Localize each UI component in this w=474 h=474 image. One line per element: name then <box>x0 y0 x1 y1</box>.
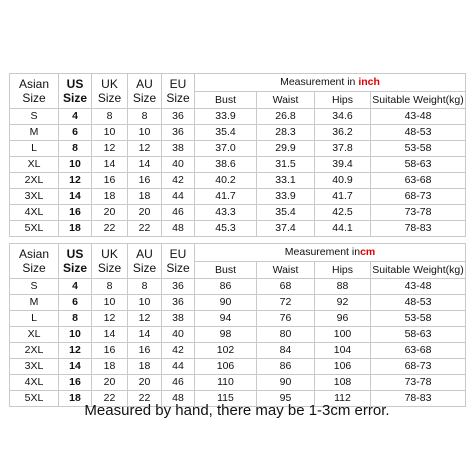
weight-cell: 53-58 <box>371 311 466 327</box>
bust-cell: 33.9 <box>195 109 257 125</box>
bust-cell: 43.3 <box>195 205 257 221</box>
us-size-cell: 12 <box>59 173 92 189</box>
measurement-title <box>195 74 466 92</box>
hips-cell: 37.8 <box>315 141 371 157</box>
weight-cell: 63-68 <box>371 343 466 359</box>
hips-cell: 88 <box>315 279 371 295</box>
measurement-prefix: Measurement in <box>280 76 356 89</box>
weight-cell: 78-83 <box>371 391 466 407</box>
size-chart-cm <box>9 243 466 407</box>
size-chart-inch <box>9 73 466 237</box>
bust-cell: 38.6 <box>195 157 257 173</box>
asian-size-cell: 5XL <box>10 221 59 237</box>
weight-cell: 73-78 <box>371 375 466 391</box>
us-size-cell: 8 <box>59 141 92 157</box>
us-size-cell: 18 <box>59 391 92 407</box>
eu-size-cell: 46 <box>162 205 195 221</box>
hips-cell: 44.1 <box>315 221 371 237</box>
au-size-cell: 20 <box>128 375 162 391</box>
hips-header: Hips <box>315 262 371 279</box>
weight-cell: 43-48 <box>371 109 466 125</box>
us-size-cell: 6 <box>59 295 92 311</box>
waist-header: Waist <box>257 92 315 109</box>
uk-size-cell: 12 <box>92 311 128 327</box>
table-row <box>10 141 466 157</box>
au-size-cell: 16 <box>128 343 162 359</box>
measurement-note: Measured by hand, there may be 1-3cm error. <box>84 402 390 419</box>
uk-size-cell: 12 <box>92 141 128 157</box>
bust-cell: 35.4 <box>195 125 257 141</box>
us-size-cell: 10 <box>59 327 92 343</box>
au-size-header: AU Size <box>128 74 162 109</box>
eu-size-cell: 42 <box>162 173 195 189</box>
eu-size-cell: 36 <box>162 125 195 141</box>
bust-cell: 115 <box>195 391 257 407</box>
uk-size-cell: 14 <box>92 327 128 343</box>
asian-size-cell: L <box>10 141 59 157</box>
us-size-cell: 14 <box>59 359 92 375</box>
waist-cell: 31.5 <box>257 157 315 173</box>
waist-cell: 26.8 <box>257 109 315 125</box>
uk-size-header: UK Size <box>92 244 128 279</box>
eu-size-cell: 44 <box>162 359 195 375</box>
au-size-cell: 18 <box>128 189 162 205</box>
eu-size-cell: 42 <box>162 343 195 359</box>
weight-cell: 53-58 <box>371 141 466 157</box>
uk-size-cell: 16 <box>92 173 128 189</box>
hips-cell: 112 <box>315 391 371 407</box>
hips-cell: 108 <box>315 375 371 391</box>
uk-size-cell: 22 <box>92 221 128 237</box>
au-size-cell: 20 <box>128 205 162 221</box>
table-row <box>10 375 466 391</box>
au-size-cell: 14 <box>128 327 162 343</box>
us-size-cell: 14 <box>59 189 92 205</box>
weight-cell: 68-73 <box>371 359 466 375</box>
eu-size-cell: 36 <box>162 279 195 295</box>
bust-header: Bust <box>195 262 257 279</box>
table-row <box>10 327 466 343</box>
weight-cell: 48-53 <box>371 295 466 311</box>
au-size-cell: 8 <box>128 279 162 295</box>
asian-size-cell: L <box>10 311 59 327</box>
weight-cell: 63-68 <box>371 173 466 189</box>
eu-size-cell: 36 <box>162 109 195 125</box>
asian-size-cell: 2XL <box>10 343 59 359</box>
asian-size-cell: 2XL <box>10 173 59 189</box>
table-row <box>10 157 466 173</box>
table-row <box>10 279 466 295</box>
bust-cell: 86 <box>195 279 257 295</box>
uk-size-cell: 14 <box>92 157 128 173</box>
weight-cell: 43-48 <box>371 279 466 295</box>
weight-cell: 68-73 <box>371 189 466 205</box>
measurement-unit: inch <box>358 76 380 89</box>
uk-size-cell: 18 <box>92 189 128 205</box>
asian-size-cell: 4XL <box>10 205 59 221</box>
hips-cell: 104 <box>315 343 371 359</box>
au-size-header: AU Size <box>128 244 162 279</box>
au-size-cell: 12 <box>128 311 162 327</box>
uk-size-cell: 8 <box>92 109 128 125</box>
hips-cell: 96 <box>315 311 371 327</box>
waist-cell: 84 <box>257 343 315 359</box>
weight-cell: 78-83 <box>371 221 466 237</box>
asian-size-cell: 4XL <box>10 375 59 391</box>
waist-cell: 76 <box>257 311 315 327</box>
au-size-cell: 18 <box>128 359 162 375</box>
waist-cell: 95 <box>257 391 315 407</box>
table-row <box>10 189 466 205</box>
eu-size-cell: 40 <box>162 157 195 173</box>
eu-size-cell: 48 <box>162 391 195 407</box>
table-row <box>10 125 466 141</box>
weight-cell: 58-63 <box>371 327 466 343</box>
eu-size-header: EU Size <box>162 74 195 109</box>
waist-header: Waist <box>257 262 315 279</box>
uk-size-cell: 20 <box>92 205 128 221</box>
asian-size-header: Asian Size <box>10 74 59 109</box>
uk-size-cell: 10 <box>92 125 128 141</box>
bust-cell: 90 <box>195 295 257 311</box>
au-size-cell: 10 <box>128 125 162 141</box>
eu-size-cell: 40 <box>162 327 195 343</box>
au-size-cell: 14 <box>128 157 162 173</box>
uk-size-header: UK Size <box>92 74 128 109</box>
uk-size-cell: 18 <box>92 359 128 375</box>
bust-header: Bust <box>195 92 257 109</box>
hips-cell: 39.4 <box>315 157 371 173</box>
hips-cell: 36.2 <box>315 125 371 141</box>
table-row <box>10 359 466 375</box>
table-row <box>10 173 466 189</box>
au-size-cell: 12 <box>128 141 162 157</box>
us-size-cell: 4 <box>59 279 92 295</box>
uk-size-cell: 22 <box>92 391 128 407</box>
waist-cell: 72 <box>257 295 315 311</box>
asian-size-cell: XL <box>10 157 59 173</box>
asian-size-cell: 3XL <box>10 359 59 375</box>
waist-cell: 29.9 <box>257 141 315 157</box>
bust-cell: 94 <box>195 311 257 327</box>
hips-cell: 42.5 <box>315 205 371 221</box>
bust-cell: 106 <box>195 359 257 375</box>
table-row <box>10 295 466 311</box>
bust-cell: 41.7 <box>195 189 257 205</box>
us-size-cell: 18 <box>59 221 92 237</box>
measurement-prefix: Measurement in <box>284 246 361 259</box>
bust-cell: 37.0 <box>195 141 257 157</box>
uk-size-cell: 16 <box>92 343 128 359</box>
waist-cell: 68 <box>257 279 315 295</box>
weight-header: Suitable Weight(kg) <box>371 92 466 109</box>
bust-cell: 110 <box>195 375 257 391</box>
hips-cell: 106 <box>315 359 371 375</box>
table-row <box>10 221 466 237</box>
table-row <box>10 205 466 221</box>
eu-size-cell: 46 <box>162 375 195 391</box>
eu-size-cell: 38 <box>162 311 195 327</box>
au-size-cell: 22 <box>128 221 162 237</box>
us-size-cell: 6 <box>59 125 92 141</box>
bust-cell: 45.3 <box>195 221 257 237</box>
au-size-cell: 16 <box>128 173 162 189</box>
waist-cell: 35.4 <box>257 205 315 221</box>
hips-cell: 100 <box>315 327 371 343</box>
weight-cell: 58-63 <box>371 157 466 173</box>
us-size-cell: 8 <box>59 311 92 327</box>
table-row <box>10 109 466 125</box>
eu-size-cell: 36 <box>162 295 195 311</box>
asian-size-cell: S <box>10 109 59 125</box>
asian-size-header: Asian Size <box>10 244 59 279</box>
hips-cell: 40.9 <box>315 173 371 189</box>
asian-size-cell: S <box>10 279 59 295</box>
eu-size-header: EU Size <box>162 244 195 279</box>
bust-cell: 98 <box>195 327 257 343</box>
us-size-cell: 12 <box>59 343 92 359</box>
waist-cell: 33.1 <box>257 173 315 189</box>
us-size-header: US Size <box>59 244 92 279</box>
eu-size-cell: 38 <box>162 141 195 157</box>
waist-cell: 86 <box>257 359 315 375</box>
us-size-cell: 10 <box>59 157 92 173</box>
eu-size-cell: 48 <box>162 221 195 237</box>
us-size-cell: 4 <box>59 109 92 125</box>
au-size-cell: 10 <box>128 295 162 311</box>
bust-cell: 102 <box>195 343 257 359</box>
us-size-cell: 16 <box>59 375 92 391</box>
us-size-header: US Size <box>59 74 92 109</box>
asian-size-cell: XL <box>10 327 59 343</box>
uk-size-cell: 10 <box>92 295 128 311</box>
eu-size-cell: 44 <box>162 189 195 205</box>
waist-cell: 37.4 <box>257 221 315 237</box>
bust-cell: 40.2 <box>195 173 257 189</box>
measurement-unit: cm <box>360 246 376 259</box>
hips-header: Hips <box>315 92 371 109</box>
table-row <box>10 343 466 359</box>
hips-cell: 92 <box>315 295 371 311</box>
asian-size-cell: 5XL <box>10 391 59 407</box>
hips-cell: 34.6 <box>315 109 371 125</box>
weight-cell: 73-78 <box>371 205 466 221</box>
weight-header: Suitable Weight(kg) <box>371 262 466 279</box>
au-size-cell: 8 <box>128 109 162 125</box>
waist-cell: 28.3 <box>257 125 315 141</box>
au-size-cell: 22 <box>128 391 162 407</box>
waist-cell: 80 <box>257 327 315 343</box>
hips-cell: 41.7 <box>315 189 371 205</box>
waist-cell: 90 <box>257 375 315 391</box>
asian-size-cell: M <box>10 125 59 141</box>
asian-size-cell: M <box>10 295 59 311</box>
measurement-title <box>195 244 466 262</box>
waist-cell: 33.9 <box>257 189 315 205</box>
uk-size-cell: 8 <box>92 279 128 295</box>
uk-size-cell: 20 <box>92 375 128 391</box>
us-size-cell: 16 <box>59 205 92 221</box>
asian-size-cell: 3XL <box>10 189 59 205</box>
weight-cell: 48-53 <box>371 125 466 141</box>
table-row <box>10 311 466 327</box>
